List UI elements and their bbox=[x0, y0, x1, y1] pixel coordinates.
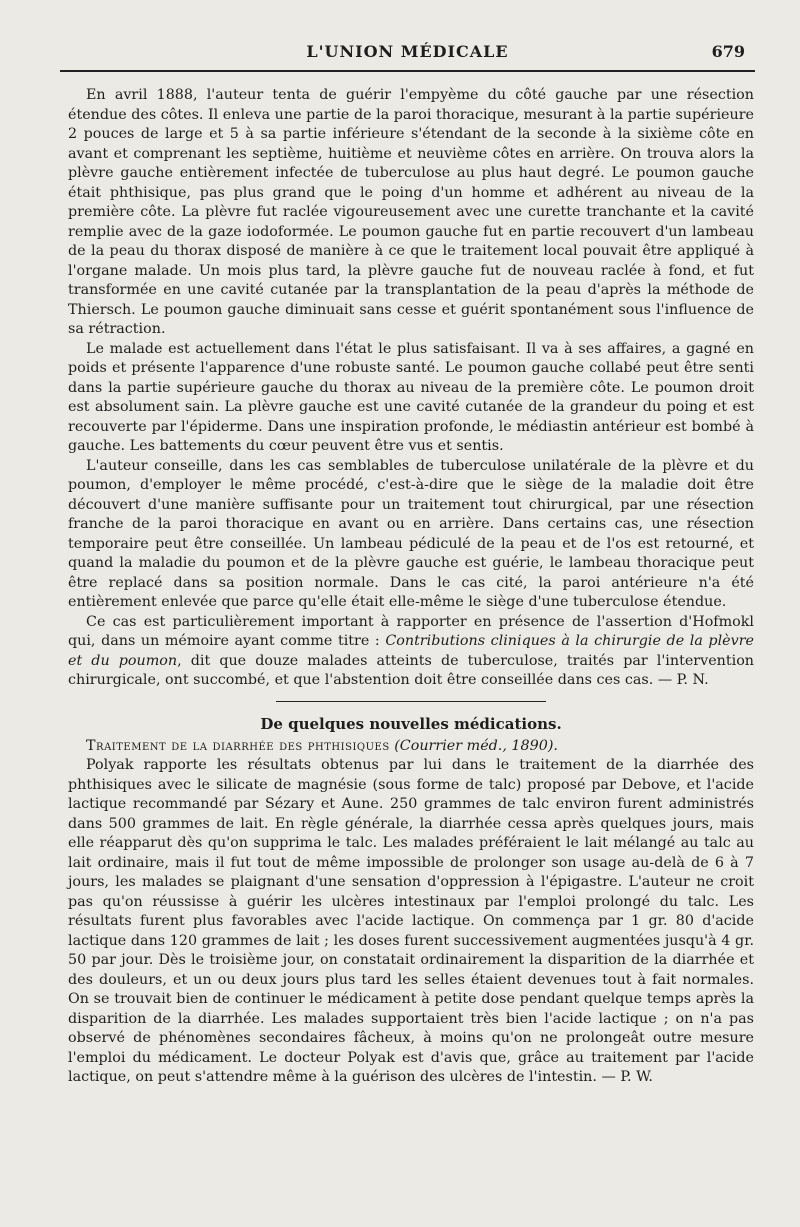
article1-paragraph-1: En avril 1888, l'auteur tenta de guérir l'empyème du côté gauche par une résection étendue des côtes. Il enleva une partie de la paroi thoracique, mesurant à la partie supérieure 2 pouces de large et 5 à sa partie inférieure s'étendant de la seconde à la sixième côte en avant et comprenant les septième, huitième et neuvième côtes en arrière. On trouva alors la plèvre gauche entièrement infectée de tuberculose au plus haut degré. Le poumon gauche était phthisique, pas plus grand que le poing d'un homme et adhérent au niveau de la première côte. La plèvre fut raclée vigoureusement avec une curette tranchante et la cavité remplie avec de la gaze iodoformée. Le poumon gauche fut en partie recouvert d'un lambeau de la peau du thorax disposé de manière à ce que le traitement local pouvait être appliqué à l'organe malade. Un mois plus tard, la plèvre gauche fut de nouveau raclée à fond, et fut transformée en une cavité cutanée par la transplantation de la peau d'après la méthode de Thiersch. Le poumon gauche diminuait sans cesse et guérit spontanément sous l'influence de sa rétraction. bbox=[68, 87, 754, 337]
article1-paragraph-2: Le malade est actuellement dans l'état le plus satisfaisant. Il va à ses affaires, a gagné en poids et présente l'apparence d'une robuste santé. Le poumon gauche collabé peut être senti dans la partie supérieure gauche du thorax au niveau de la première côte. Le poumon droit est absolument sain. La plèvre gauche est une cavité cutanée de la grandeur du poing et est recouverte par l'épiderme. Dans une inspiration profonde, le médiastin antérieur est bombé à gauche. Les battements du cœur peuvent être vus et sentis. bbox=[68, 340, 754, 454]
section-title: De quelques nouvelles médications. bbox=[260, 714, 562, 733]
article1-paragraph-4 bbox=[68, 613, 754, 691]
article2-paragraph-1: Polyak rapporte les résultats obtenus par lui dans le traitement de la diarrhée des phthisiques avec le silicate de magnésie (sous forme de talc) proposé par Debove, et l'acide lactique recommandé par Sézary et Aune. 250 grammes de talc environ furent administrés dans 500 grammes de lait. En règle générale, la diarrhée cessa après quelques jours, mais elle réapparut dès qu'on supprima le talc. Les malades préféraient le lait mélangé au talc au lait ordinaire, mais il fut tout de même impossible de prolonger son usage au-delà de 6 à 7 jours, les malades se plaignant d'une sensation d'oppression à l'épigastre. L'auteur ne croit pas qu'on réussisse à guérir les ulcères intestinaux par l'emploi prolongé du talc. Les résultats furent plus favorables avec l'acide lactique. On commença par 1 gr. 80 d'acide lactique dans 120 grammes de lait ; les doses furent successivement augmentées jusqu'à 4 gr. 50 par jour. Dès le troisième jour, on constatait ordinairement la disparition de la diarrhée et des douleurs, et un ou deux jours plus tard les selles étaient devenues tout à fait normales. On se trouvait bien de continuer le médicament à petite dose pendant quelque temps après la disparition de la diarrhée. Les malades supportaient très bien l'acide lactique ; on n'a pas observé de phénomènes secondaires fâcheux, à moins qu'on ne prolongeât outre mesure l'emploi du médicament. Le docteur Polyak est d'avis que, grâce au traitement par l'acide lactique, on peut s'attendre même à la guérison des ulcères de l'intestin. — P. W. bbox=[68, 757, 754, 1085]
page-header bbox=[60, 38, 755, 74]
running-title: L'UNION MÉDICALE bbox=[306, 42, 509, 61]
page-number: 679 bbox=[711, 42, 745, 61]
paragraph-4-end: , dit que douze malades atteints de tuberculose, traités par l'intervention chirurgicale, ont succombé, et que l'abstention doit être conseillée dans ces cas. — P. N. bbox=[68, 652, 755, 688]
paragraph-4-start: Ce cas est particulièrement important à rapporter en présence de l'assertion d'Hofmokl qui, dans un mémoire ayant comme titre : bbox=[68, 613, 754, 649]
article1-paragraph-3: L'auteur conseille, dans les cas semblables de tuberculose unilatérale de la plèvre et du poumon, d'employer le même procédé, c'est-à-dire que le siège de la maladie doit être découvert d'une manière suffisante pour un traitement tout chirurgical, par une résection franche de la paroi thoracique en avant ou en arrière. Dans certains cas, une résection temporaire peut être conseillée. Un lambeau pédiculé de la peau et de l'os est retourné, et quand la maladie du poumon et de la plèvre gauche est guérie, le lambeau thoracique peut être replacé dans sa position normale. Dans le cas cité, la paroi antérieure n'a été entièrement enlevée que parce qu'elle était elle-même le siège d'une tuberculose étendue. bbox=[68, 457, 754, 610]
subsection-title: Traitement de la diarrhée des phthisiques bbox=[86, 737, 390, 754]
subsection-source: (Courrier méd., 1890). bbox=[394, 737, 558, 754]
section-separator bbox=[276, 701, 546, 702]
page-body bbox=[68, 86, 754, 1088]
header-rule bbox=[60, 70, 755, 72]
cited-memoir-title: Contributions cliniques à la chirurgie de la plèvre et du poumon bbox=[68, 633, 754, 669]
subsection-heading bbox=[68, 737, 754, 757]
